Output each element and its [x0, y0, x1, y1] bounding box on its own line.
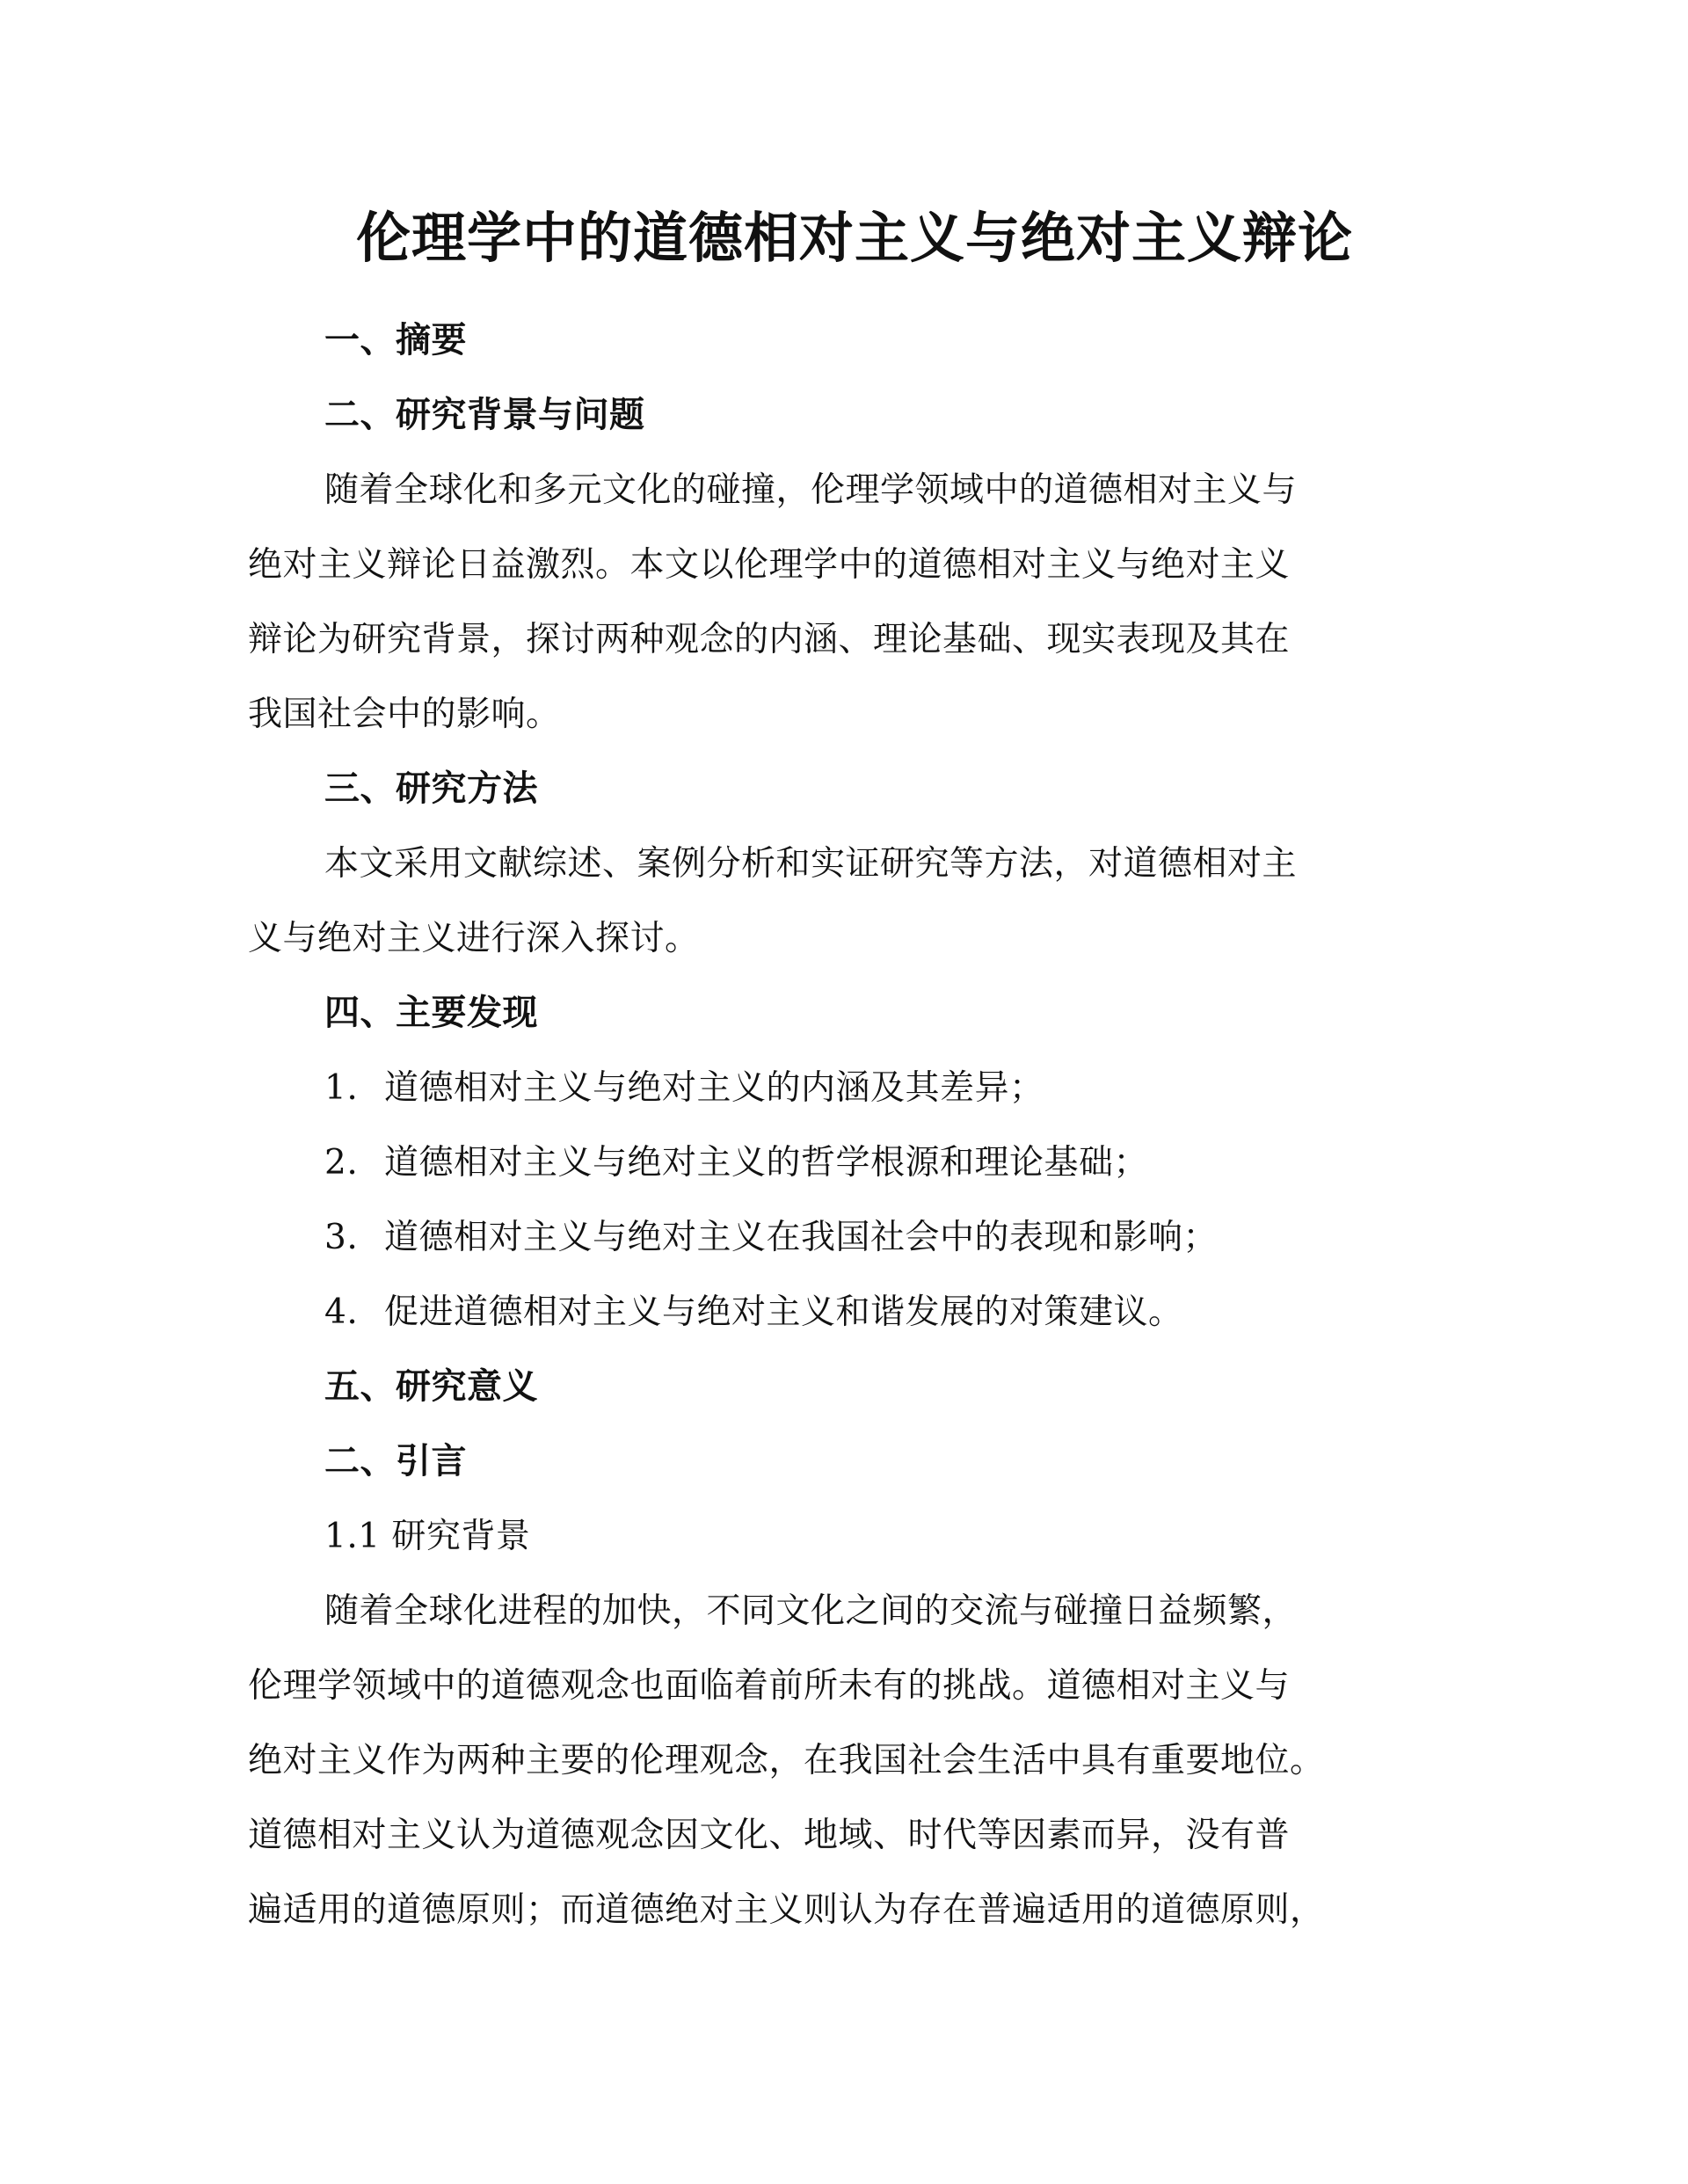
paragraph-line: 义与绝对主义进行深入探讨。 — [248, 919, 700, 958]
intro-subheading: 1.1 研究背景 — [324, 1517, 531, 1556]
list-number: 1. — [324, 1068, 359, 1108]
list-text: 道德相对主义与绝对主义在我国社会中的表现和影响； — [384, 1218, 1219, 1257]
paragraph-line: 绝对主义作为两种主要的伦理观念，在我国社会生活中具有重要地位。 — [248, 1741, 1325, 1780]
list-number: 3. — [324, 1218, 359, 1257]
method-heading: 三、研究方法 — [324, 768, 538, 809]
list-item — [248, 1125, 1461, 1200]
intro-heading: 二、引言 — [324, 1441, 467, 1481]
paragraph-line: 随着全球化进程的加快，不同文化之间的交流与碰撞日益频繁， — [324, 1591, 1298, 1631]
paragraph-line: 遍适用的道德原则；而道德绝对主义则认为存在普遍适用的道德原则， — [248, 1890, 1325, 1930]
significance-heading: 五、研究意义 — [324, 1366, 538, 1407]
list-item — [248, 1051, 1461, 1125]
list-text: 道德相对主义与绝对主义的内涵及其差异； — [384, 1068, 1044, 1108]
paragraph-line: 我国社会中的影响。 — [248, 695, 561, 734]
list-text: 道德相对主义与绝对主义的哲学根源和理论基础； — [384, 1143, 1149, 1183]
list-text: 促进道德相对主义与绝对主义和谐发展的对策建议。 — [384, 1292, 1183, 1332]
list-item — [248, 1200, 1461, 1275]
abstract-heading: 一、摘要 — [324, 320, 467, 360]
paragraph-line: 伦理学领域中的道德观念也面临着前所未有的挑战。道德相对主义与 — [248, 1666, 1291, 1706]
paragraph-line: 道德相对主义认为道德观念因文化、地域、时代等因素而异，没有普 — [248, 1816, 1291, 1855]
background-heading: 二、研究背景与问题 — [324, 395, 645, 435]
paragraph-line: 随着全球化和多元文化的碰撞，伦理学领域中的道德相对主义与 — [324, 470, 1298, 510]
list-number: 4. — [324, 1292, 359, 1332]
list-item — [248, 1275, 1461, 1350]
findings-heading: 四、主要发现 — [324, 993, 538, 1033]
paragraph-line: 本文采用文献综述、案例分析和实证研究等方法，对道德相对主 — [324, 844, 1298, 884]
document-title: 伦理学中的道德相对主义与绝对主义辩论 — [355, 206, 1353, 270]
paragraph-line: 辩论为研究背景，探讨两种观念的内涵、理论基础、现实表现及其在 — [248, 620, 1291, 659]
list-number: 2. — [324, 1143, 359, 1183]
document-body — [248, 303, 1461, 1947]
paragraph-line: 绝对主义辩论日益激烈。本文以伦理学中的道德相对主义与绝对主义 — [248, 545, 1291, 585]
